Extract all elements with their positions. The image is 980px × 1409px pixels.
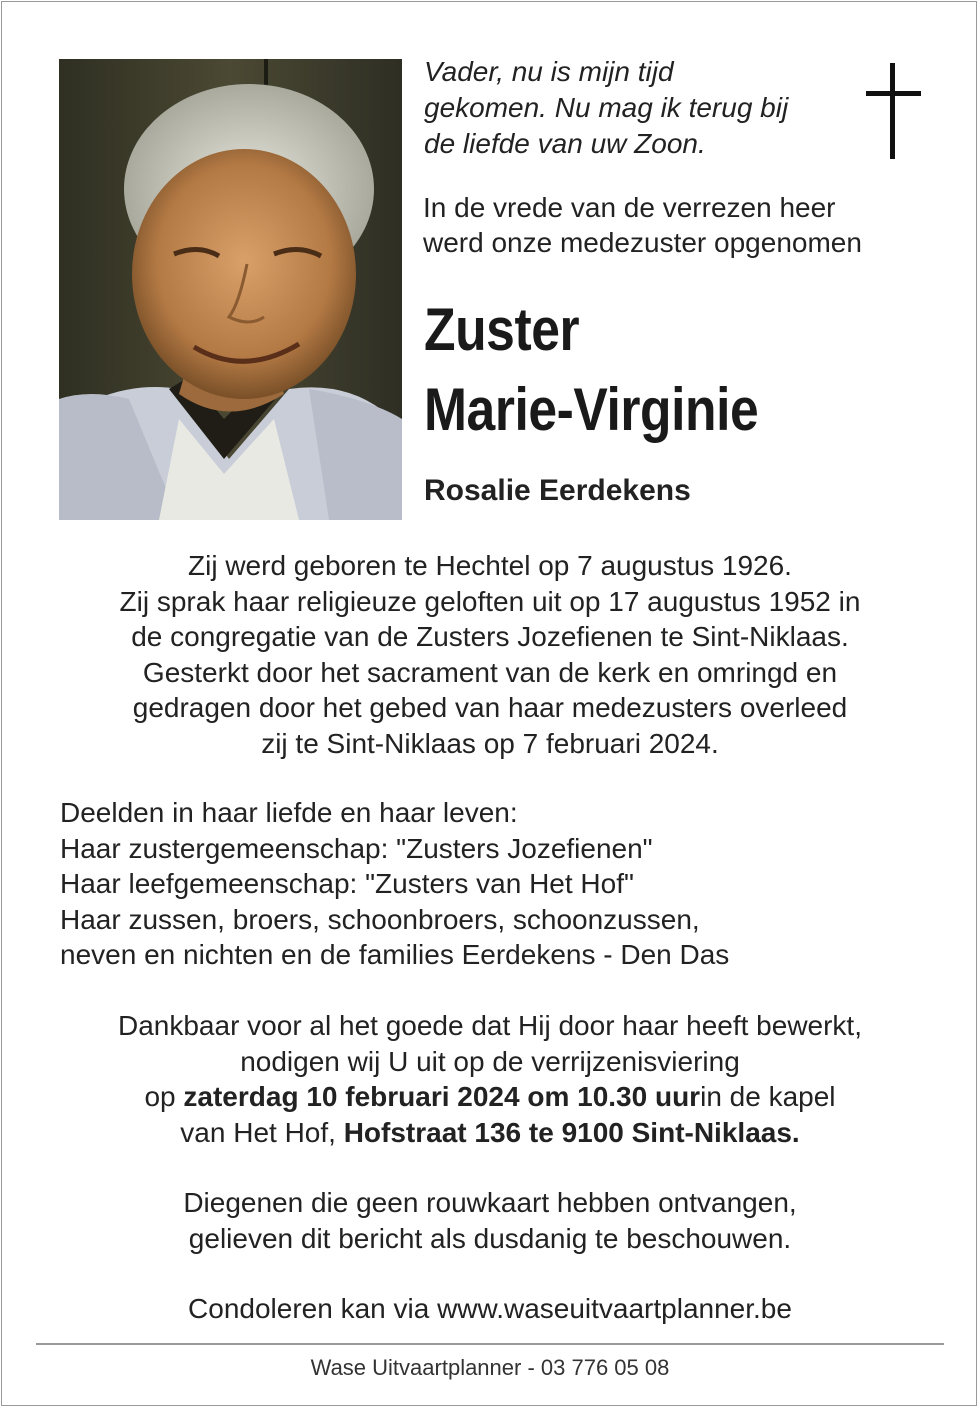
invitation-address-prefix: van Het Hof, xyxy=(180,1116,344,1148)
cross-vertical-bar xyxy=(890,63,895,159)
name-line-title: Zuster xyxy=(424,296,580,363)
notice-line: gelieven dit bericht als dusdanig te beschouwen. xyxy=(188,1222,792,1254)
invitation-line-date xyxy=(40,1079,940,1115)
invitation-prefix: op xyxy=(144,1081,184,1112)
quote-line: gekomen. Nu mag ik terug bij xyxy=(424,92,789,123)
biography-line: de congregatie van de Zusters Jozefienen te Sint-Niklaas. xyxy=(131,621,849,652)
intro-text xyxy=(423,190,943,260)
biography-line: gedragen door het gebed van haar medezusters overleed xyxy=(132,692,848,723)
quote-line: Vader, nu is mijn tijd xyxy=(424,56,674,87)
service-invitation xyxy=(40,1008,940,1150)
biography-line: Gesterkt door het sacrament van de kerk en omringd en xyxy=(142,656,838,688)
footer-divider xyxy=(36,1343,944,1345)
invitation-suffix: in de kapel xyxy=(700,1081,836,1112)
notice-line: Diegenen die geen rouwkaart hebben ontvangen, xyxy=(183,1187,797,1218)
mourners-line: neven en nichten en de families Eerdekens - Den Das xyxy=(60,939,730,970)
service-address: Hofstraat 136 te 9100 Sint-Niklaas. xyxy=(343,1116,800,1148)
mourners-list xyxy=(60,795,940,973)
mourners-line: Deelden in haar liefde en haar leven: xyxy=(60,797,518,828)
deceased-name xyxy=(424,290,871,450)
quote-line: de liefde van uw Zoon. xyxy=(424,128,706,159)
biography-line: Zij sprak haar religieuze geloften uit op 17 augustus 1952 in xyxy=(119,585,861,617)
intro-line: werd onze medezuster opgenomen xyxy=(423,227,862,258)
biography-line: Zij werd geboren te Hechtel op 7 augustus 1926. xyxy=(188,550,792,581)
portrait-illustration xyxy=(59,59,402,520)
invitation-line-address xyxy=(40,1115,940,1151)
mourners-line: Haar leefgemeenschap: "Zusters van Het Hof" xyxy=(60,868,634,899)
condolence-line: Condoleren kan via www.waseuitvaartplanner.be xyxy=(188,1293,792,1324)
biography-line: zij te Sint-Niklaas op 7 februari 2024. xyxy=(261,727,719,759)
intro-line: In de vrede van de verrezen heer xyxy=(423,192,836,223)
cross-icon xyxy=(866,63,921,159)
mourners-line: Haar zussen, broers, schoonbroers, schoonzussen, xyxy=(60,903,700,935)
biography xyxy=(40,548,940,761)
service-date-time: zaterdag 10 februari 2024 om 10.30 uur xyxy=(183,1081,701,1112)
scripture-quote xyxy=(424,54,854,162)
mourners-line: Haar zustergemeenschap: "Zusters Jozefienen" xyxy=(60,832,653,864)
footer-contact: Wase Uitvaartplanner - 03 776 05 08 xyxy=(310,1355,670,1380)
condolence-text xyxy=(40,1291,940,1327)
name-line-religious-name: Marie-Virginie xyxy=(424,376,759,443)
cross-horizontal-bar xyxy=(866,91,921,96)
notice-text xyxy=(40,1185,940,1256)
portrait-photo xyxy=(59,59,402,520)
invitation-line: nodigen wij U uit op de verrijzenisviering xyxy=(240,1045,740,1077)
invitation-line: Dankbaar voor al het goede dat Hij door haar heeft bewerkt, xyxy=(117,1010,862,1041)
birth-name: Rosalie Eerdekens xyxy=(424,474,691,507)
